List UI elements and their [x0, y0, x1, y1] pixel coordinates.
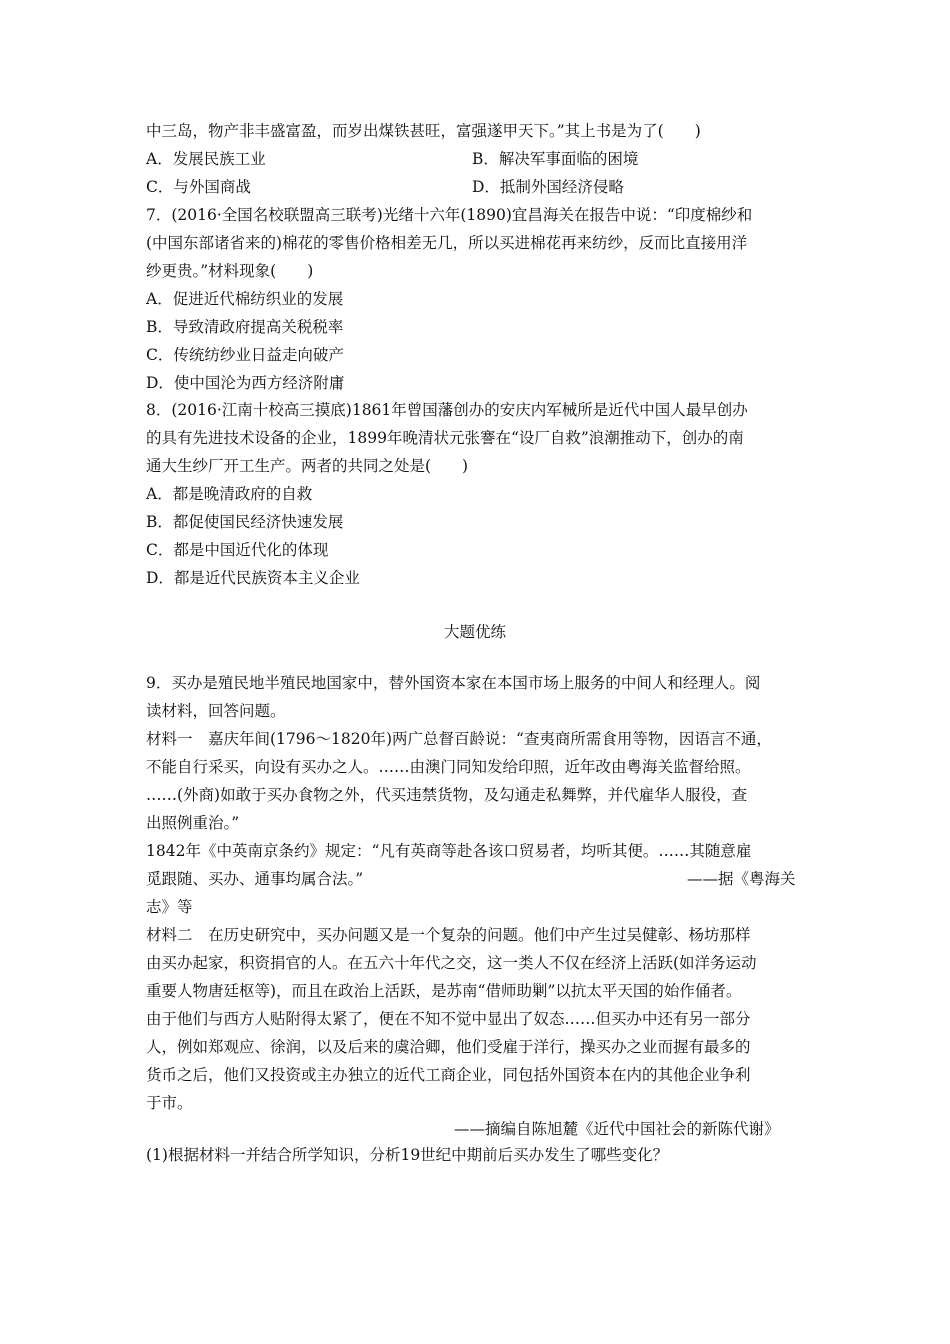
q8-option-c: C．都是中国近代化的体现	[146, 541, 329, 559]
q9-intro-line: 9．买办是殖民地半殖民地国家中，替外国资本家在本国市场上服务的中间人和经理人。阅	[146, 674, 761, 692]
material2-line: 材料二 在历史研究中，买办问题又是一个复杂的问题。他们中产生过吴健彰、杨坊那样	[146, 926, 751, 944]
q7-option-c: C．传统纺纱业日益走向破产	[146, 346, 344, 364]
q6-option-d: D．抵制外国经济侵略	[472, 178, 624, 196]
section-title: 大题优练	[443, 623, 506, 641]
q8-option-b: B．都促使国民经济快速发展	[146, 513, 344, 531]
q8-option-d: D．都是近代民族资本主义企业	[146, 569, 360, 587]
material2-line: 由买办起家，积资捐官的人。在五六十年代之交，这一类人不仅在经济上活跃(如洋务运动	[146, 954, 757, 972]
q9-intro-line: 读材料，回答问题。	[146, 702, 286, 720]
q8-stem-line: 通大生纱厂开工生产。两者的共同之处是( )	[146, 457, 469, 475]
q8-option-a: A．都是晚清政府的自救	[146, 485, 313, 503]
q7-stem-line: (中国东部诸省来的)棉花的零售价格相差无几，所以买进棉花再来纺纱，反而比直接用洋	[146, 234, 748, 252]
q8-stem-line: 的具有先进技术设备的企业，1899年晚清状元张謇在“设厂自救”浪潮推动下，创办的南	[146, 429, 744, 447]
material2-line: 由于他们与西方人贴附得太紧了，便在不知不觉中显出了奴态……但买办中还有另一部分	[146, 1010, 751, 1028]
material2-line: 重要人物唐廷枢等)，而且在政治上活跃，是苏南“借师助剿”以抗太平天国的始作俑者。	[146, 982, 742, 1000]
material1-source: ——据《粤海关	[687, 870, 796, 888]
q9-subquestion-1: (1)根据材料一并结合所学知识，分析19世纪中期前后买办发生了哪些变化？	[146, 1146, 669, 1164]
q6-option-c: C．与外国商战	[146, 178, 251, 196]
q7-option-b: B．导致清政府提高关税税率	[146, 318, 344, 336]
q7-option-d: D．使中国沦为西方经济附庸	[146, 374, 345, 392]
material1-source-cont: 志》等	[146, 898, 193, 916]
material2-source: ——摘编自陈旭麓《近代中国社会的新陈代谢》	[454, 1120, 780, 1138]
q8-stem-line: 8．(2016·江南十校高三摸底)1861年曾国藩创办的安庆内军械所是近代中国人最早创办	[146, 401, 748, 419]
material2-line: 货币之后，他们又投资或主办独立的近代工商企业，同包括外国资本在内的其他企业争利	[146, 1066, 751, 1084]
material1-line: ……(外商)如敢于买办食物之外，代买违禁货物，及勾通走私舞弊，并代雇华人服役，查	[146, 786, 748, 804]
q7-stem-line: 7．(2016·全国名校联盟高三联考)光绪十六年(1890)宜昌海关在报告中说：“印度棉纱和	[146, 206, 753, 224]
q6-stem: 中三岛，物产非丰盛富盈，而岁出煤铁甚旺，富强遂甲天下。”其上书是为了( )	[146, 122, 701, 140]
material2-line: 于市。	[146, 1094, 193, 1112]
material1-line: 不能自行采买，向设有买办之人。……由澳门同知发给印照，近年改由粤海关监督给照。	[146, 758, 751, 776]
q6-option-a: A．发展民族工业	[146, 150, 266, 168]
material1-line: 1842年《中英南京条约》规定：“凡有英商等赴各该口贸易者，均听其便。……其随意雇	[146, 842, 752, 860]
material1-line: 觅跟随、买办、通事均属合法。”	[146, 870, 364, 888]
q6-option-b: B．解决军事面临的困境	[472, 150, 639, 168]
material2-line: 人，例如郑观应、徐润，以及后来的虞洽卿，他们受雇于洋行，操买办之业而握有最多的	[146, 1038, 751, 1056]
material1-line: 出照例重治。”	[146, 814, 240, 832]
q7-stem-line: 纱更贵。”材料现象( )	[146, 262, 314, 280]
material1-line: 材料一 嘉庆年间(1796～1820年)两广总督百龄说：“查夷商所需食用等物，因语言不通，	[146, 730, 772, 748]
q7-option-a: A．促进近代棉纺织业的发展	[146, 290, 344, 308]
